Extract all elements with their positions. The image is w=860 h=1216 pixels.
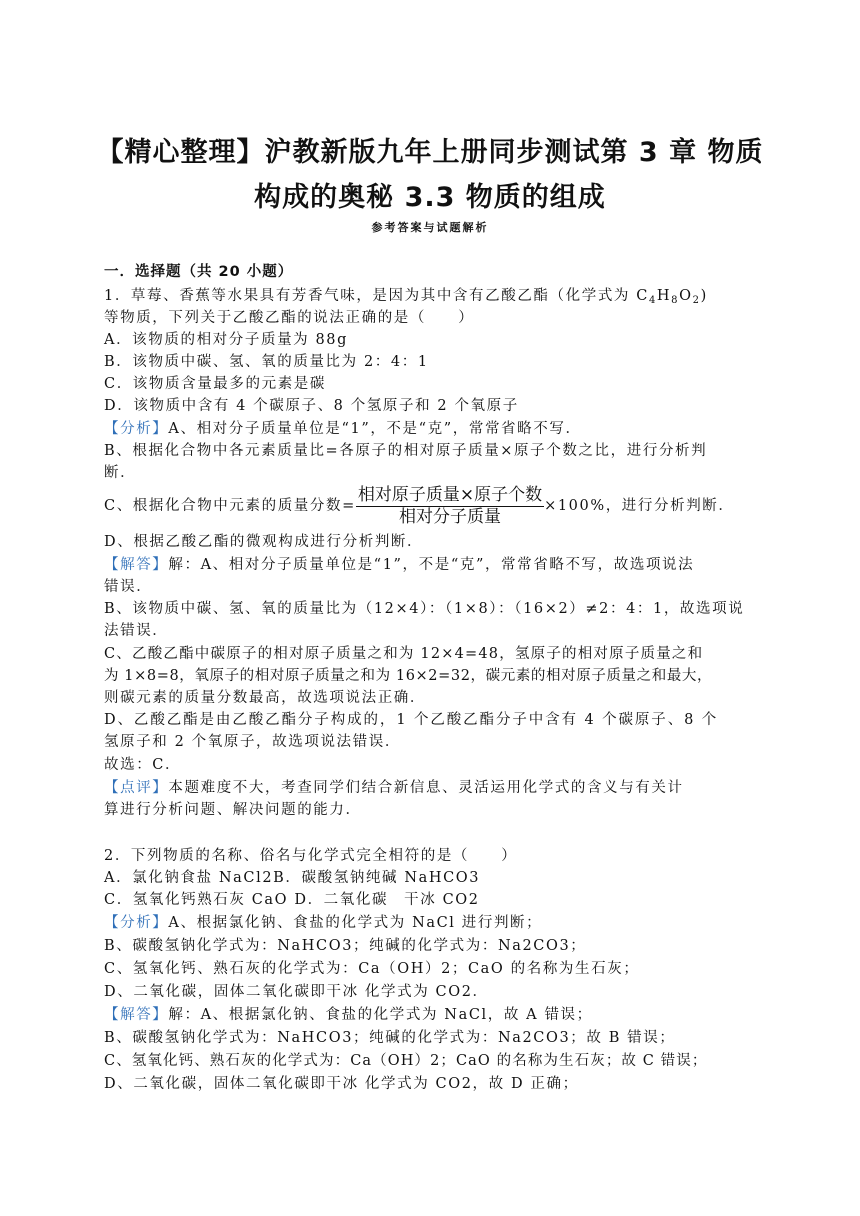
q1-analysis-a <box>104 419 764 439</box>
q2-answer-a <box>104 1005 764 1025</box>
q1-answer-b-line-1: B、该物质中碳、氢、氧的质量比为（12×4）：（1×8）：（16×2）≠2：4：1，故选项说 <box>104 601 745 617</box>
page-title-line-1: 【精心整理】沪教新版九年上册同步测试第 3 章 物质 <box>96 137 764 168</box>
q1-analysis-d: D、根据乙酸乙酯的微观构成进行分析判断． <box>104 534 424 550</box>
q1-stem-line-1 <box>104 286 764 306</box>
formula-numerator: 相对原子质量×原子个数 <box>357 484 543 505</box>
comment-tag: 【点评】 <box>104 780 169 796</box>
q1-analysis-c-prefix: C、根据化合物中元素的质量分数= <box>104 498 356 514</box>
q1-option-b: B．该物质中碳、氢、氧的质量比为 2：4：1 <box>104 354 429 370</box>
analysis-tag: 【分析】 <box>104 915 169 931</box>
q2-answer-c: C、氢氧化钙、熟石灰的化学式为：Ca（OH）2；CaO 的名称为生石灰；故 C 错误； <box>104 1053 708 1069</box>
q1-analysis-b-line-1: B、根据化合物中各元素质量比=各原子的相对原子质量×原子个数之比，进行分析判 <box>104 443 708 459</box>
formula-denominator: 相对分子质量 <box>398 506 501 527</box>
q1-option-c: C．该物质含量最多的元素是碳 <box>104 376 326 392</box>
q1-formula-o: O <box>679 288 693 304</box>
page-title-line-2: 构成的奥秘 3.3 物质的组成 <box>254 182 606 213</box>
mass-fraction-formula <box>356 486 544 527</box>
q1-formula-sub-8: 8 <box>671 295 680 306</box>
page-subtitle: 参考答案与试题解析 <box>371 221 489 234</box>
q2-analysis-a-text: A、根据氯化钠、食盐的化学式为 NaCl 进行判断； <box>168 915 543 931</box>
q1-answer-c-line-3: 则碳元素的质量分数最高，故选项说法正确． <box>104 690 426 706</box>
section-heading: 一．选择题（共 20 小题） <box>104 264 294 280</box>
q2-analysis-b: B、碳酸氢钠化学式为：NaHCO3；纯碱的化学式为：Na2CO3； <box>104 938 587 954</box>
q1-answer-c-line-2: 为 1×8=8，氧原子的相对原子质量之和为 16×2=32，碳元素的相对原子质量之和最大， <box>104 668 713 684</box>
q1-answer-a-text: 解：A、相对分子质量单位是“1”，不是“克”，常常省略不写，故选项说法 <box>168 557 695 573</box>
q1-answer-d-line-2: 氢原子和 2 个氧原子，故选项说法错误． <box>104 734 401 750</box>
q1-formula-sub-2: 2 <box>692 295 701 306</box>
q2-options-ab: A．氯化钠食盐 NaCl2B．碳酸氢钠纯碱 NaHCO3 <box>104 870 481 886</box>
answer-tag: 【解答】 <box>104 557 169 573</box>
q1-answer-a-line-2: 错误． <box>104 579 153 595</box>
q1-choice: 故选：C． <box>104 757 182 773</box>
answer-tag: 【解答】 <box>104 1007 169 1023</box>
q1-stem-text: 1．草莓、香蕉等水果具有芳香气味，是因为其中含有乙酸乙酯（化学式为 C <box>104 288 649 304</box>
q1-analysis-c-formula-line <box>104 484 764 528</box>
q1-formula-close: ) <box>700 288 708 304</box>
q1-stem-line-2: 等物质，下列关于乙酸乙酯的说法正确的是（ ） <box>104 310 475 326</box>
q2-analysis-d: D、二氧化碳，固体二氧化碳即干冰 化学式为 CO2． <box>104 984 489 1000</box>
q1-analysis-a-text: A、相对分子质量单位是“1”，不是“克”，常常省略不写． <box>168 421 582 437</box>
q1-analysis-c-suffix: ×100%，进行分析判断． <box>544 498 735 514</box>
analysis-tag: 【分析】 <box>104 421 169 437</box>
q1-comment-line-2: 算进行分析问题、解决问题的能力． <box>104 802 362 818</box>
q1-comment-line-1 <box>104 778 764 798</box>
q1-analysis-b-line-2: 断． <box>104 465 137 481</box>
q2-analysis-a <box>104 913 764 933</box>
q1-comment-text: 本题难度不大，考查同学们结合新信息、灵活运用化学式的含义与有关计 <box>168 780 684 796</box>
q1-formula-sub-4: 4 <box>648 295 657 306</box>
q2-answer-d: D、二氧化碳，固体二氧化碳即干冰 化学式为 CO2，故 D 正确； <box>104 1076 579 1092</box>
q1-option-a: A．该物质的相对分子质量为 88g <box>104 332 349 348</box>
q1-formula-h: H <box>656 288 672 304</box>
q2-answer-a-text: 解：A、根据氯化钠、食盐的化学式为 NaCl，故 A 错误； <box>168 1007 593 1023</box>
q2-stem: 2．下列物质的名称、俗名与化学式完全相符的是（ ） <box>104 848 518 864</box>
q1-answer-b-line-2: 法错误． <box>104 623 169 639</box>
q2-options-cd: C．氢氧化钙熟石灰 CaO D．二氧化碳 干冰 CO2 <box>104 892 480 908</box>
q1-answer-d-line-1: D、乙酸乙酯是由乙酸乙酯分子构成的，1 个乙酸乙酯分子中含有 4 个碳原子、8 个 <box>104 712 719 728</box>
q2-answer-b: B、碳酸氢钠化学式为：NaHCO3；纯碱的化学式为：Na2CO3；故 B 错误； <box>104 1030 676 1046</box>
q1-option-d: D．该物质中含有 4 个碳原子、8 个氢原子和 2 个氧原子 <box>104 398 519 414</box>
q1-answer-a-line-1 <box>104 555 764 575</box>
q1-answer-c-line-1: C、乙酸乙酯中碳原子的相对原子质量之和为 12×4=48，氢原子的相对原子质量之和 <box>104 646 704 662</box>
q2-analysis-c: C、氢氧化钙、熟石灰的化学式为：Ca（OH）2；CaO 的名称为生石灰； <box>104 961 640 977</box>
